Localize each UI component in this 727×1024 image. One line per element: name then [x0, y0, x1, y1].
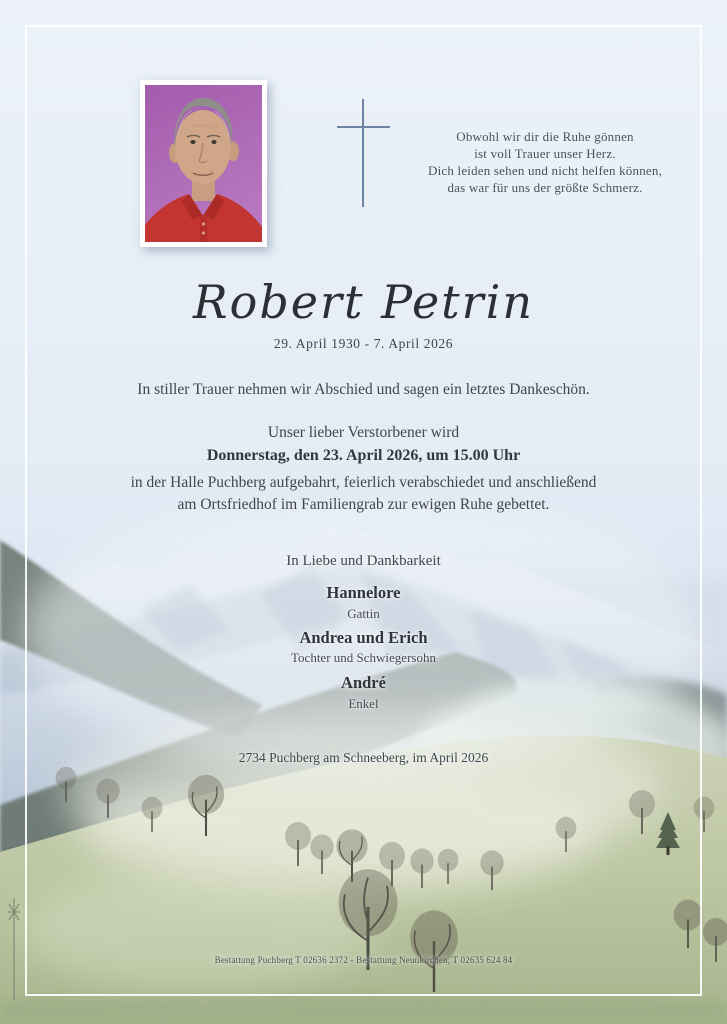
mourner-name: André [341, 673, 386, 692]
poem-line: Dich leiden sehen und nicht helfen können, [427, 163, 663, 178]
deceased-name: Robert Petrin [192, 275, 534, 329]
announcement-body-line1: in der Halle Puchberg aufgebahrt, feierlich verabschiedet und anschließend [130, 474, 597, 491]
cross-vertical-bar [362, 99, 364, 207]
poem-line: ist voll Trauer unser Herz. [474, 146, 616, 161]
portrait-photo [140, 80, 267, 247]
announcement-intro: In stiller Trauer nehmen wir Abschied und sagen ein letztes Dankeschön. [137, 381, 590, 398]
mourner-name: Andrea und Erich [299, 628, 428, 647]
mourner-relation: Gattin [347, 606, 380, 621]
life-dates: 29. April 1930 - 7. April 2026 [273, 336, 454, 351]
announcement-body-line2: am Ortsfriedhof im Familiengrab zur ewigen Ruhe gebettet. [177, 496, 550, 513]
mourners-heading: In Liebe und Dankbarkeit [286, 553, 441, 569]
cross-horizontal-bar [337, 126, 390, 128]
mourner-relation: Enkel [348, 696, 379, 711]
memorial-poem [410, 128, 680, 196]
funeral-datetime: Donnerstag, den 23. April 2026, um 15.00 Uhr [206, 447, 521, 464]
poem-line: Obwohl wir dir die Ruhe gönnen [456, 129, 634, 144]
poem-line: das war für uns der größte Schmerz. [447, 180, 643, 195]
mourner-relation: Tochter und Schwiegersohn [291, 650, 436, 665]
place-date-line: 2734 Puchberg am Schneeberg, im April 2026 [238, 750, 489, 765]
funeral-home-footer: Bestattung Puchberg T 02636 2372 - Bestattung Neunkirchen, T 02635 624 84 [214, 955, 513, 965]
announcement-lead: Unser lieber Verstorbener wird [267, 424, 460, 441]
mourner-name: Hannelore [326, 583, 401, 602]
portrait-of-deceased [145, 85, 262, 242]
